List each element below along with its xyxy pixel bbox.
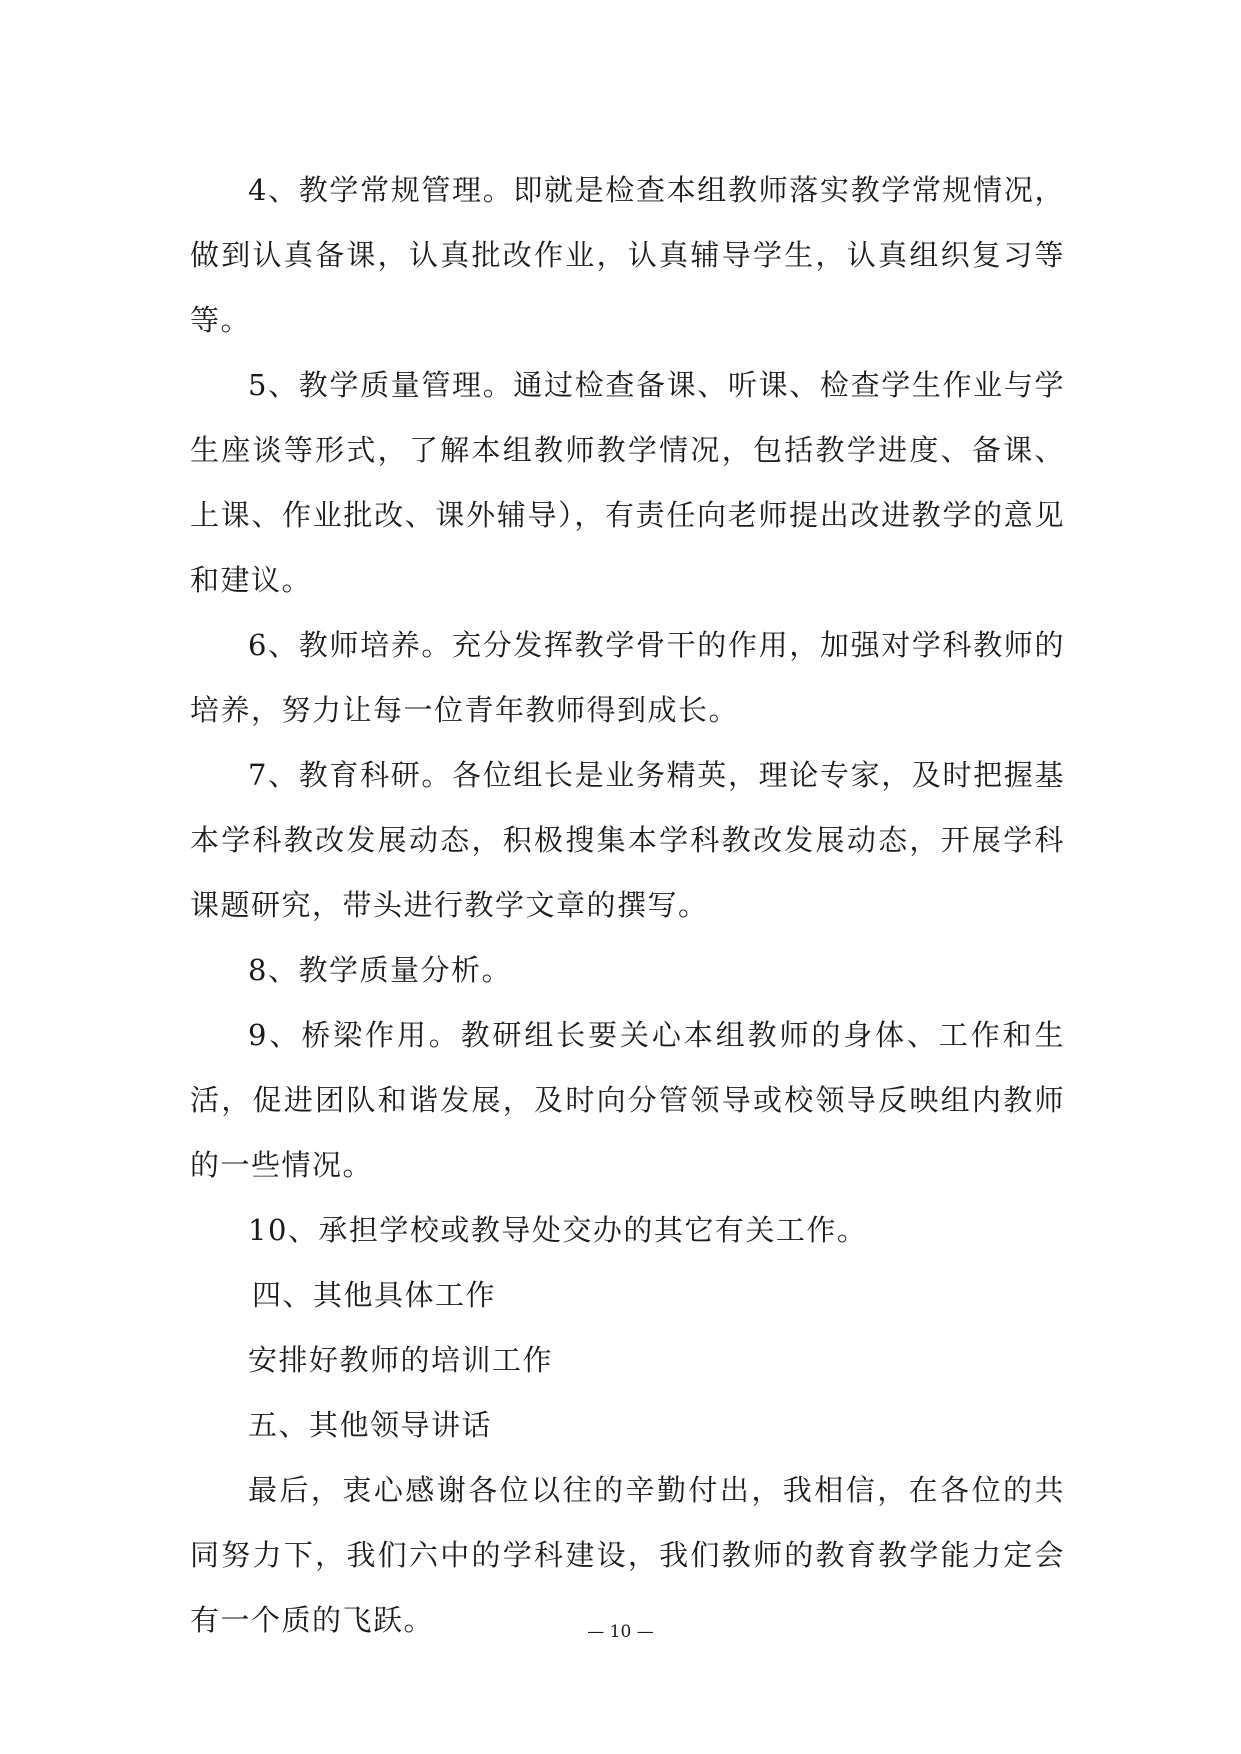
document-body — [190, 158, 1065, 1653]
paragraph-bridge-role: 9、桥梁作用。教研组长要关心本组教师的身体、工作和生活，促进团队和谐发展，及时向分管领导或校领导反映组内教师的一些情况。 — [190, 1018, 1065, 1182]
paragraph-research: 7、教育科研。各位组长是业务精英，理论专家，及时把握基本学科教改发展动态，积极搜集本学科教改发展动态，开展学科课题研究，带头进行教学文章的撰写。 — [190, 758, 1065, 922]
paragraph-other-duties: 10、承担学校或教导处交办的其它有关工作。 — [248, 1213, 868, 1247]
paragraph-quality-management: 5、教学质量管理。通过检查备课、听课、检查学生作业与学生座谈等形式，了解本组教师教学情况，包括教学进度、备课、上课、作业批改、课外辅导），有责任向老师提出改进教学的意见和建议。 — [190, 368, 1065, 597]
page-number: — 10 — — [587, 1622, 654, 1642]
section-heading-other-work: 四、其他具体工作 — [252, 1278, 497, 1312]
paragraph-training-arrangement: 安排好教师的培训工作 — [248, 1343, 554, 1377]
paragraph-teacher-training: 6、教师培养。充分发挥教学骨干的作用，加强对学科教师的培养，努力让每一位青年教师得到成长。 — [190, 628, 1065, 727]
paragraph-routine-management: 4、教学常规管理。即就是检查本组教师落实教学常规情况，做到认真备课，认真批改作业，认真辅导学生，认真组织复习等等。 — [190, 173, 1065, 337]
paragraph-quality-analysis: 8、教学质量分析。 — [248, 953, 512, 987]
paragraph-closing: 最后，衷心感谢各位以往的辛勤付出，我相信，在各位的共同努力下，我们六中的学科建设，我们教师的教育教学能力定会有一个质的飞跃。 — [190, 1473, 1065, 1637]
section-heading-leader-speech: 五、其他领导讲话 — [248, 1408, 493, 1442]
